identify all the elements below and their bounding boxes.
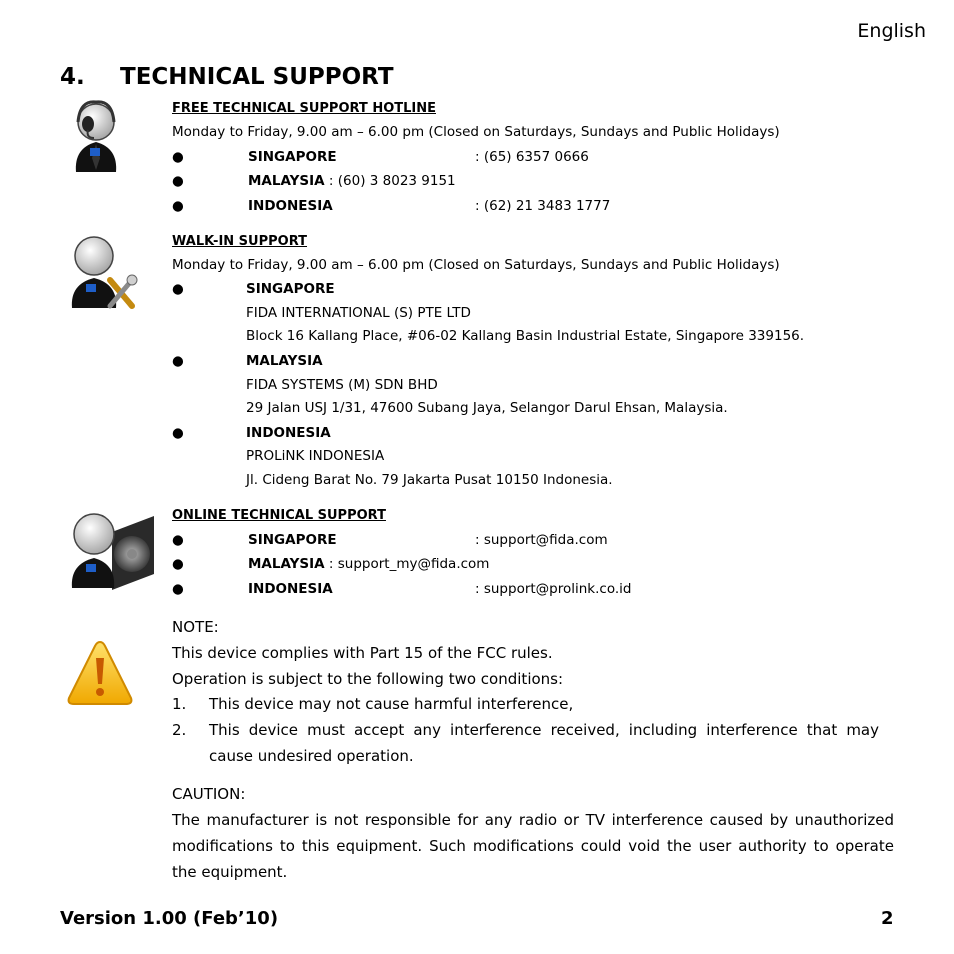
walkin-address-indonesia: Jl. Cideng Barat No. 79 Jakarta Pusat 10150 Indonesia.	[246, 472, 613, 488]
hotline-value-singapore: : (65) 6357 0666	[475, 149, 589, 165]
online-support-icon	[66, 506, 158, 592]
bullet-icon: ●	[172, 198, 184, 214]
walkin-company-malaysia: FIDA SYSTEMS (M) SDN BHD	[246, 377, 438, 393]
hotline-value-indonesia: : (62) 21 3483 1777	[475, 198, 611, 214]
note-label: NOTE:	[172, 618, 219, 636]
note-item-number: 2.	[172, 721, 187, 739]
version-label: Version 1.00 (Feb’10)	[60, 908, 279, 929]
walkin-company-indonesia: PROLiNK INDONESIA	[246, 448, 385, 464]
hotline-row-malaysia	[248, 173, 456, 189]
hotline-title: FREE TECHNICAL SUPPORT HOTLINE	[172, 101, 436, 116]
note-item-text: This device must accept any interference received, including interference that may cause undesired operation.	[209, 721, 879, 765]
bullet-icon: ●	[172, 281, 184, 297]
hotline-country-singapore: SINGAPORE	[248, 149, 337, 165]
bullet-icon: ●	[172, 532, 184, 548]
note-line-1: This device complies with Part 15 of the FCC rules.	[172, 644, 553, 662]
page-number: 2	[881, 908, 894, 929]
online-title: ONLINE TECHNICAL SUPPORT	[172, 508, 386, 523]
walkin-company-singapore: FIDA INTERNATIONAL (S) PTE LTD	[246, 305, 471, 321]
online-value-indonesia: : support@prolink.co.id	[475, 581, 632, 597]
online-value-singapore: : support@fida.com	[475, 532, 608, 548]
hotline-country-indonesia: INDONESIA	[248, 198, 333, 214]
bullet-icon: ●	[172, 425, 184, 441]
hotline-value-malaysia: : (60) 3 8023 9151	[324, 173, 456, 189]
walkin-country-singapore: SINGAPORE	[246, 281, 335, 297]
headset-support-icon	[68, 98, 124, 174]
section-heading	[60, 64, 394, 90]
walkin-country-malaysia: MALAYSIA	[246, 353, 323, 369]
walkin-address-singapore: Block 16 Kallang Place, #06-02 Kallang Basin Industrial Estate, Singapore 339156.	[246, 328, 805, 344]
note-item-number: 1.	[172, 695, 187, 713]
language-label: English	[857, 20, 926, 42]
bullet-icon: ●	[172, 149, 184, 165]
warning-icon	[66, 638, 134, 708]
repair-tools-support-icon	[66, 232, 138, 312]
bullet-icon: ●	[172, 173, 184, 189]
hotline-hours: Monday to Friday, 9.00 am – 6.00 pm (Closed on Saturdays, Sundays and Public Holidays)	[172, 124, 780, 140]
walkin-title: WALK-IN SUPPORT	[172, 234, 308, 249]
note-item-text: This device may not cause harmful interference,	[209, 695, 574, 713]
online-country-malaysia: MALAYSIA	[248, 556, 325, 572]
bullet-icon: ●	[172, 556, 184, 572]
hotline-country-malaysia: MALAYSIA	[248, 173, 325, 189]
walkin-hours: Monday to Friday, 9.00 am – 6.00 pm (Closed on Saturdays, Sundays and Public Holidays)	[172, 257, 780, 273]
online-country-singapore: SINGAPORE	[248, 532, 337, 548]
walkin-country-indonesia: INDONESIA	[246, 425, 331, 441]
online-row-malaysia	[248, 556, 489, 572]
bullet-icon: ●	[172, 581, 184, 597]
caution-label: CAUTION:	[172, 785, 246, 803]
note-line-2: Operation is subject to the following two conditions:	[172, 670, 564, 688]
online-value-malaysia: : support_my@fida.com	[324, 556, 490, 572]
bullet-icon: ●	[172, 353, 184, 369]
section-title: TECHNICAL SUPPORT	[120, 64, 394, 90]
walkin-address-malaysia: 29 Jalan USJ 1/31, 47600 Subang Jaya, Selangor Darul Ehsan, Malaysia.	[246, 400, 728, 416]
section-number: 4.	[60, 64, 85, 90]
online-country-indonesia: INDONESIA	[248, 581, 333, 597]
caution-text: The manufacturer is not responsible for any radio or TV interference caused by unauthorized modifications to this equipment. Such modifications could void the user authority to operate the equipment.	[172, 811, 894, 881]
